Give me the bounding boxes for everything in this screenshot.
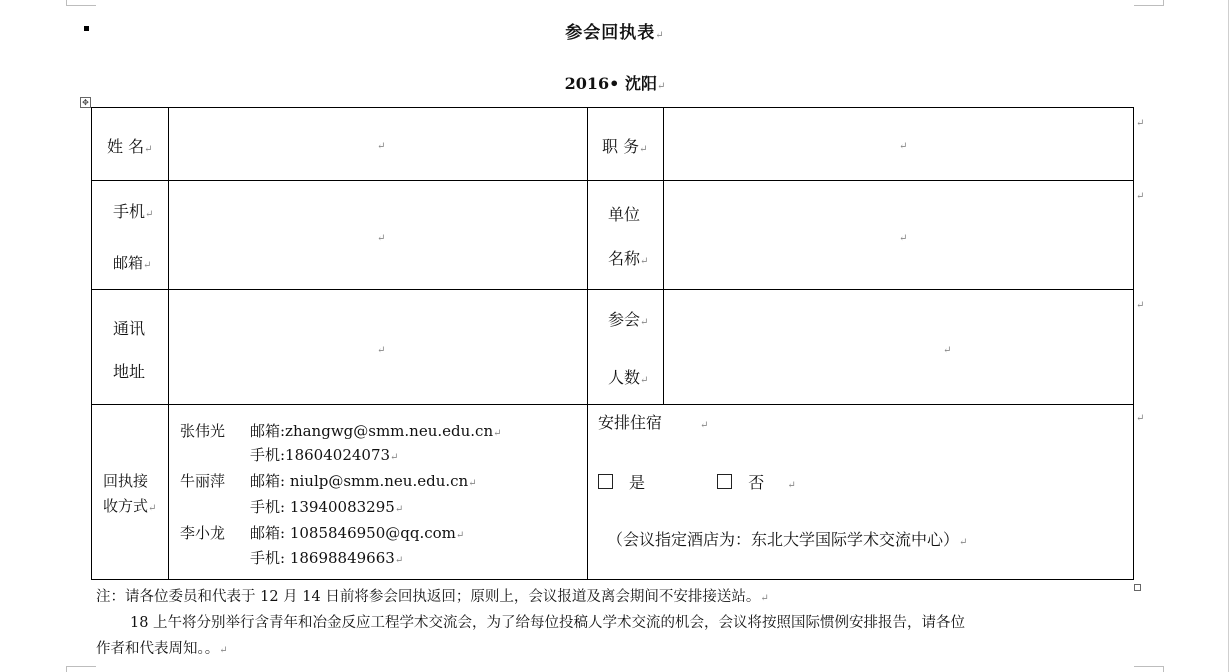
phone-email-field[interactable]: ↵ bbox=[377, 233, 386, 244]
contact-phone: 手机: 13940083295↵ bbox=[250, 498, 404, 516]
note-line-3: 作者和代表周知。。↵ bbox=[96, 641, 228, 657]
table-resize-handle-icon[interactable] bbox=[1134, 584, 1141, 591]
yes-checkbox[interactable] bbox=[598, 474, 613, 489]
email-label: 邮箱↵ bbox=[113, 254, 152, 272]
unit-label-1: 单位 bbox=[608, 205, 641, 224]
contact-name: 李小龙 bbox=[180, 524, 226, 542]
contact-email[interactable]: 邮箱:zhangwg@smm.neu.edu.cn↵ bbox=[250, 422, 502, 440]
attendees-field[interactable]: ↵ bbox=[943, 345, 952, 356]
unit-label-2: 名称↵ bbox=[608, 249, 649, 268]
lodging-label: 安排住宿 ↵ bbox=[598, 413, 709, 432]
contact-phone: 手机: 18698849663↵ bbox=[250, 549, 404, 567]
contact-name: 张伟光 bbox=[180, 422, 226, 440]
note-line-2: 18 上午将分别举行含青年和冶金反应工程学术交流会，为了给每位投稿人学术交流的机会，会议将按照国际惯例安排报告，请各位 bbox=[130, 615, 966, 631]
row-end-mark: ↵ bbox=[1136, 191, 1145, 202]
contact-email[interactable]: 邮箱: niulp@smm.neu.edu.cn↵ bbox=[250, 472, 477, 490]
page-margin-marker bbox=[1134, 5, 1164, 6]
contact-email[interactable]: 邮箱: 1085846950@qq.com↵ bbox=[250, 524, 465, 542]
note-line-1: 注：请各位委员和代表于 12 月 14 日前将参会回执返回；原则上，会议报道及离会期间不安排接送站。↵ bbox=[96, 589, 769, 605]
page-margin-marker bbox=[66, 5, 96, 6]
document-subtitle[interactable]: 2016• 沈阳↵ bbox=[564, 74, 666, 93]
attendees-label-1: 参会↵ bbox=[608, 310, 649, 329]
receipt-label-2: 收方式↵ bbox=[103, 497, 157, 515]
attendees-label-2: 人数↵ bbox=[608, 368, 649, 387]
lodging-no-option[interactable]: 否 bbox=[717, 473, 764, 492]
registration-table bbox=[91, 107, 1134, 580]
lodging-yes-option[interactable]: 是 bbox=[598, 473, 645, 492]
row-end-mark: ↵ bbox=[1136, 413, 1145, 424]
address-label-2: 地址 bbox=[113, 362, 146, 381]
address-field[interactable]: ↵ bbox=[377, 345, 386, 356]
receipt-label-1: 回执接 bbox=[103, 472, 149, 490]
position-label: 职 务↵ bbox=[602, 137, 648, 156]
position-field[interactable]: ↵ bbox=[899, 141, 908, 152]
page-margin-marker bbox=[66, 666, 67, 672]
page-margin-marker bbox=[66, 666, 96, 667]
row-end-mark: ↵ bbox=[1136, 300, 1145, 311]
page-margin-marker bbox=[1134, 666, 1164, 667]
page-margin-marker bbox=[1163, 666, 1164, 672]
contact-name: 牛丽萍 bbox=[180, 472, 226, 490]
no-checkbox[interactable] bbox=[717, 474, 732, 489]
name-label: 姓 名↵ bbox=[107, 137, 153, 156]
table-move-handle-icon[interactable]: ✥ bbox=[80, 97, 91, 108]
phone-label: 手机↵ bbox=[113, 202, 154, 221]
page-boundary bbox=[1228, 0, 1229, 672]
row-end-mark: ↵ bbox=[1136, 118, 1145, 129]
address-label-1: 通讯 bbox=[113, 319, 146, 338]
document-title[interactable]: 参会回执表↵ bbox=[565, 23, 665, 43]
name-field[interactable]: ↵ bbox=[377, 141, 386, 152]
unit-field[interactable]: ↵ bbox=[899, 233, 908, 244]
hotel-note: （会议指定酒店为：东北大学国际学术交流中心）↵ bbox=[607, 530, 968, 549]
lodging-options: 是 否 ↵ bbox=[598, 470, 796, 493]
contact-phone: 手机:18604024073↵ bbox=[250, 446, 399, 464]
